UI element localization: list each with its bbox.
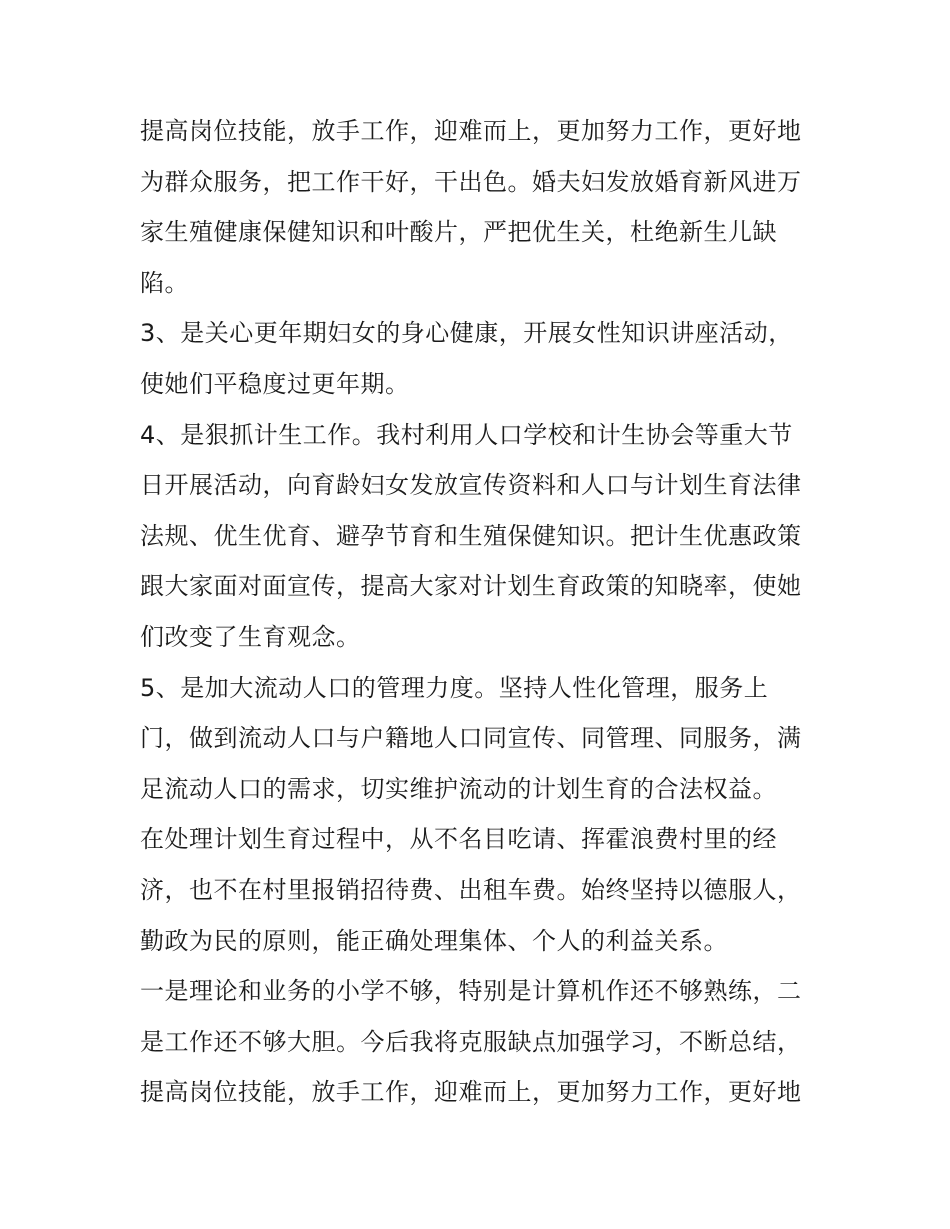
text-line: 提高岗位技能，放手工作，迎难而上，更加努力工作，更好地 <box>140 1078 802 1107</box>
text-line: 4、是狠抓计生工作。我村利用人口学校和计生协会等重大节 <box>140 420 793 449</box>
text-line: 一是理论和业务的小学不够，特别是计算机作还不够熟练，二 <box>140 977 802 1006</box>
text-line: 法规、优生优育、避孕节育和生殖保健知识。把计生优惠政策 <box>140 521 802 550</box>
text-line: 是工作还不够大胆。今后我将克服缺点加强学习，不断总结， <box>140 1027 802 1056</box>
text-line: 跟大家面对面宣传，提高大家对计划生育政策的知晓率，使她 <box>140 572 802 601</box>
text-line: 门，做到流动人口与户籍地人口同宣传、同管理、同服务，满 <box>140 724 802 753</box>
text-line: 勤政为民的原则，能正确处理集体、个人的利益关系。 <box>140 926 728 955</box>
text-line: 为群众服务，把工作干好，干出色。婚夫妇发放婚育新风进万 <box>140 167 802 196</box>
text-line: 足流动人口的需求，切实维护流动的计划生育的合法权益。 <box>140 774 777 803</box>
text-line: 济，也不在村里报销招待费、出租车费。始终坚持以德服人， <box>140 875 802 904</box>
text-line: 家生殖健康保健知识和叶酸片，严把优生关，杜绝新生儿缺 <box>140 218 777 247</box>
text-line: 们改变了生育观念。 <box>140 622 361 651</box>
text-line: 使她们平稳度过更年期。 <box>140 369 410 398</box>
text-line: 提高岗位技能，放手工作，迎难而上，更加努力工作，更好地 <box>140 117 802 145</box>
text-line: 3、是关心更年期妇女的身心健康，开展女性知识讲座活动， <box>140 319 793 348</box>
text-line: 在处理计划生育过程中，从不名目吃请、挥霍浪费村里的经 <box>140 825 777 854</box>
text-line: 陷。 <box>140 268 189 297</box>
text-line: 5、是加大流动人口的管理力度。坚持人性化管理，服务上 <box>140 673 769 702</box>
text-line: 日开展活动，向育龄妇女发放宣传资料和人口与计划生育法律 <box>140 471 802 500</box>
document-body <box>140 106 820 1118</box>
